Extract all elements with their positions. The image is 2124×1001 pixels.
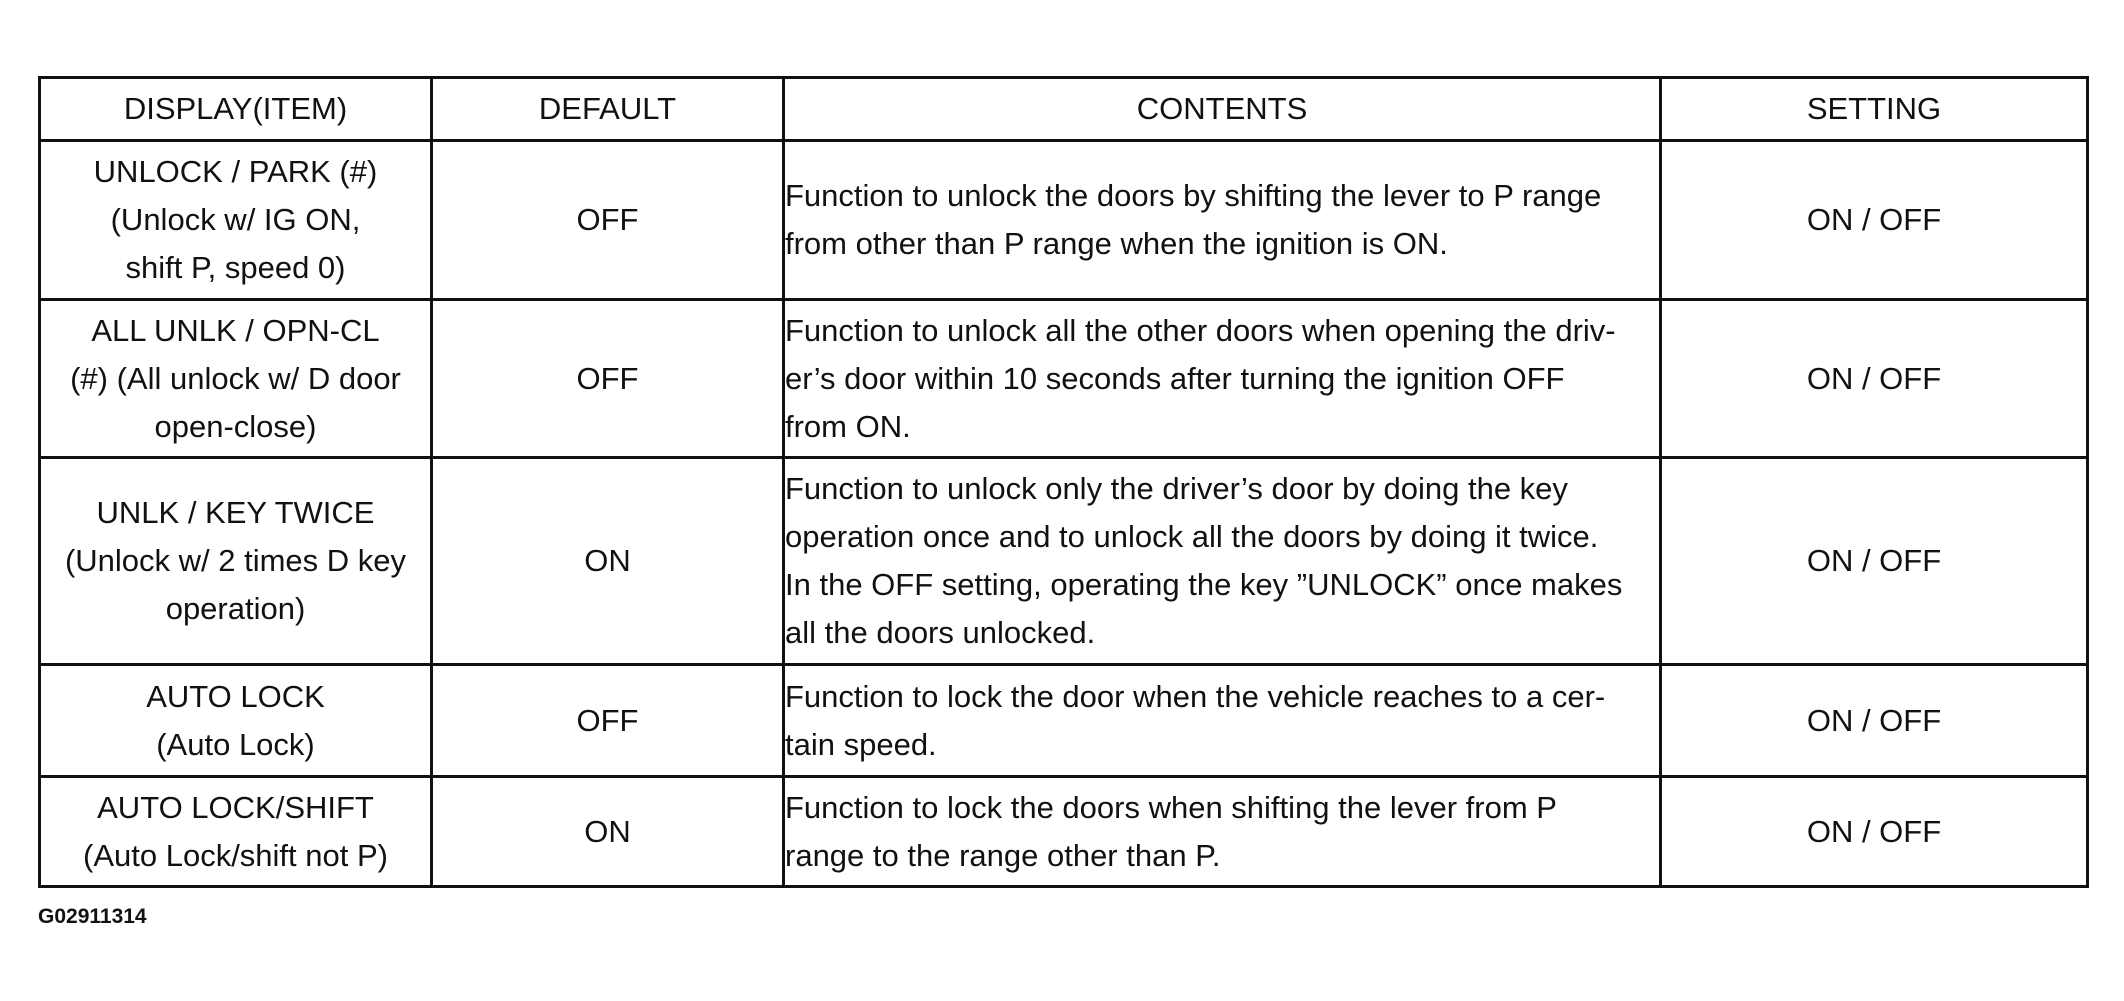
- display-item-line: (Auto Lock): [156, 726, 315, 762]
- contents-cell: [784, 777, 1661, 887]
- default-cell: OFF: [432, 300, 784, 458]
- table-row: [40, 777, 2088, 887]
- contents-line: range to the range other than P.: [785, 837, 1221, 873]
- table-row: [40, 300, 2088, 458]
- contents-line: Function to unlock the doors by shifting the lever to P range: [785, 178, 1602, 213]
- display-item-line: (#) (All unlock w/ D door: [70, 360, 401, 396]
- contents-line: tain speed.: [785, 726, 937, 762]
- header-contents: CONTENTS: [784, 78, 1661, 141]
- customize-settings-table: [38, 76, 2089, 888]
- display-item-line: shift P, speed 0): [125, 250, 346, 285]
- contents-line: from other than P range when the ignition is ON.: [785, 226, 1448, 261]
- contents-line: all the doors unlocked.: [785, 615, 1096, 650]
- display-item-line: AUTO LOCK/SHIFT: [97, 789, 374, 825]
- default-cell: OFF: [432, 141, 784, 300]
- display-item-line: UNLK / KEY TWICE: [96, 495, 375, 530]
- setting-cell: ON / OFF: [1661, 141, 2088, 300]
- contents-line: Function to unlock only the driver’s door by doing the key: [785, 471, 1568, 506]
- contents-line: operation once and to unlock all the doors by doing it twice.: [785, 519, 1599, 554]
- display-item-line: AUTO LOCK: [146, 678, 325, 714]
- default-cell: ON: [432, 458, 784, 665]
- display-item-cell: [40, 141, 432, 300]
- contents-line: In the OFF setting, operating the key ”UNLOCK” once makes: [785, 567, 1623, 602]
- contents-cell: [784, 665, 1661, 777]
- contents-cell: [784, 458, 1661, 665]
- contents-line: Function to unlock all the other doors when opening the driv-: [785, 312, 1616, 348]
- table-header-row: [40, 78, 2088, 141]
- display-item-line: (Auto Lock/shift not P): [83, 837, 388, 873]
- contents-line: Function to lock the doors when shifting the lever from P: [785, 789, 1557, 825]
- contents-line: er’s door within 10 seconds after turning the ignition OFF: [785, 360, 1565, 396]
- setting-cell: ON / OFF: [1661, 300, 2088, 458]
- display-item-line: UNLOCK / PARK (#): [93, 154, 378, 189]
- display-item-cell: [40, 777, 432, 887]
- display-item-line: ALL UNLK / OPN-CL: [91, 312, 380, 348]
- display-item-cell: [40, 458, 432, 665]
- setting-cell: ON / OFF: [1661, 665, 2088, 777]
- setting-cell: ON / OFF: [1661, 458, 2088, 665]
- display-item-cell: [40, 665, 432, 777]
- setting-cell: ON / OFF: [1661, 777, 2088, 887]
- figure-id-label: G02911314: [38, 905, 147, 928]
- contents-cell: [784, 141, 1661, 300]
- header-default: DEFAULT: [432, 78, 784, 141]
- contents-cell: [784, 300, 1661, 458]
- header-setting: SETTING: [1661, 78, 2088, 141]
- contents-line: from ON.: [785, 408, 911, 444]
- default-cell: OFF: [432, 665, 784, 777]
- display-item-line: operation): [165, 591, 306, 626]
- display-item-cell: [40, 300, 432, 458]
- table-row: [40, 458, 2088, 665]
- table-row: [40, 665, 2088, 777]
- header-display-item: DISPLAY(ITEM): [40, 78, 432, 141]
- settings-table-container: [38, 76, 2086, 888]
- table-row: [40, 141, 2088, 300]
- display-item-line: (Unlock w/ 2 times D key: [64, 543, 407, 578]
- contents-line: Function to lock the door when the vehicle reaches to a cer-: [785, 678, 1606, 714]
- display-item-line: (Unlock w/ IG ON,: [110, 202, 361, 237]
- display-item-line: open-close): [154, 408, 317, 444]
- default-cell: ON: [432, 777, 784, 887]
